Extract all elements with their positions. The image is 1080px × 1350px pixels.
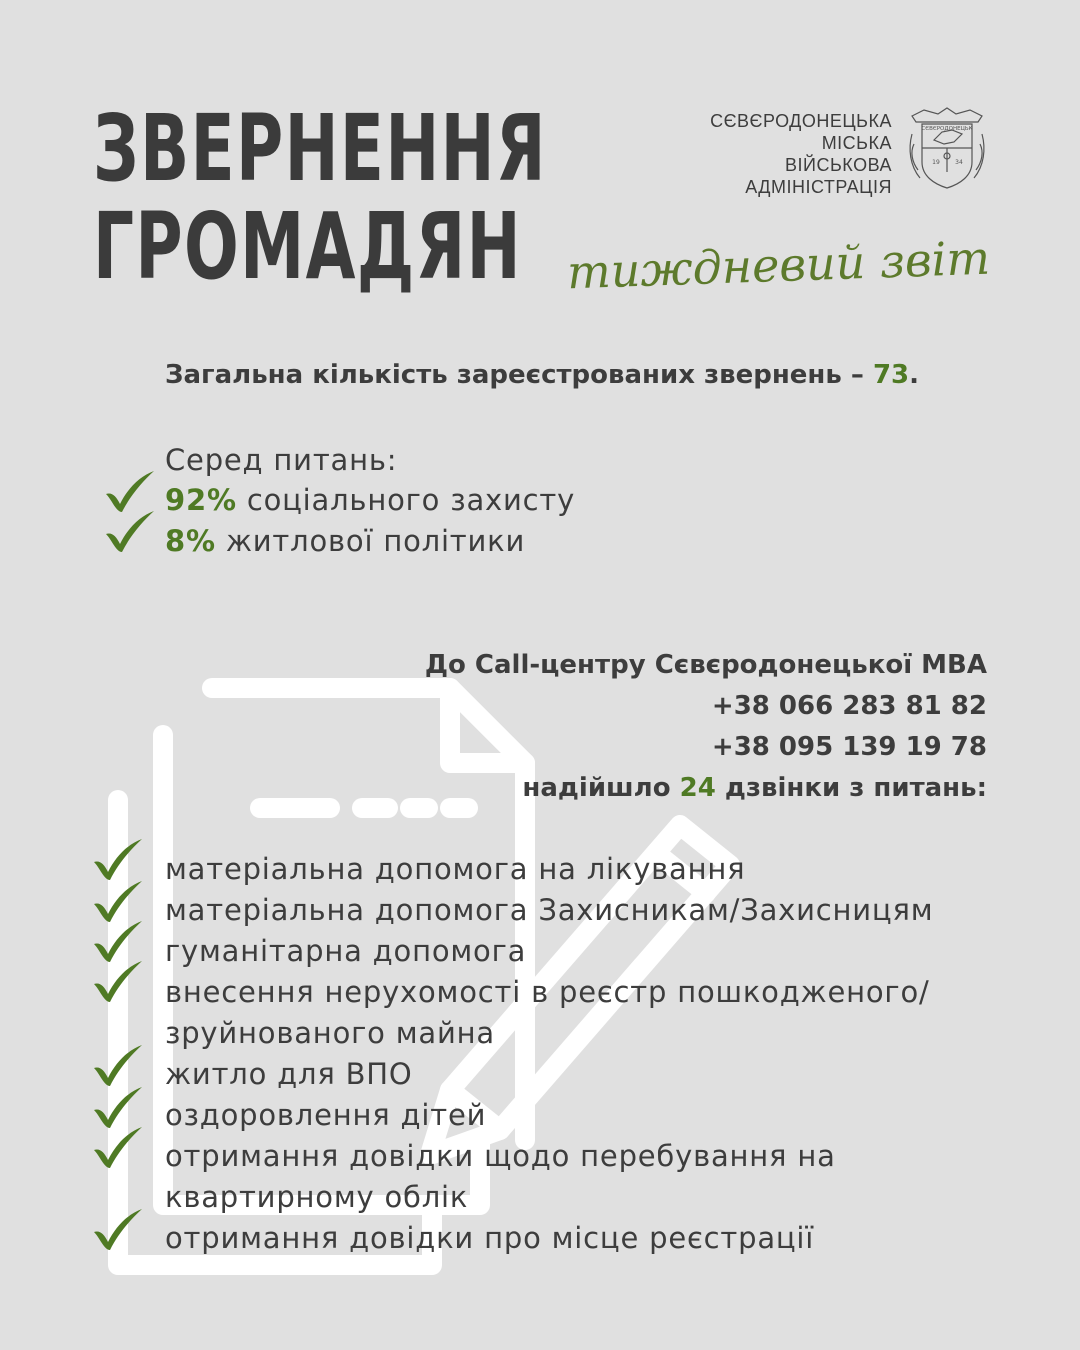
topic-percent: 8% bbox=[165, 524, 216, 558]
call-topic-item: гуманітарна допомога bbox=[165, 934, 527, 968]
org-line-4: АДМІНІСТРАЦІЯ bbox=[745, 177, 892, 197]
checkmark-icon bbox=[104, 470, 156, 514]
total-label: Загальна кількість зареєстрованих звернень – bbox=[165, 360, 873, 390]
topic-percent: 92% bbox=[165, 483, 237, 517]
topic-item bbox=[165, 480, 575, 521]
emblem-label: СЄВЄРОДОНЕЦЬК bbox=[921, 126, 973, 132]
checkmark-icon bbox=[92, 960, 144, 1004]
checkmark-icon bbox=[104, 510, 156, 554]
topic-label: житлової політики bbox=[215, 524, 526, 558]
call-topic-item: матеріальна допомога на лікування bbox=[165, 852, 746, 886]
call-topic-item: житло для ВПО bbox=[165, 1057, 413, 1091]
call-center-heading: До Call-центру Сєвєродонецької МВА bbox=[424, 650, 987, 680]
calls-count-line bbox=[425, 768, 987, 809]
calls-count: 24 bbox=[679, 773, 716, 803]
org-line-3: ВІЙСЬКОВА bbox=[785, 155, 892, 175]
call-topic-item: отримання довідки щодо перебування на bbox=[165, 1139, 836, 1173]
topics-heading: Серед питань: bbox=[165, 443, 398, 477]
topic-label: соціального захисту bbox=[236, 483, 576, 517]
call-topic-item: отримання довідки про місце реєстрації bbox=[165, 1221, 815, 1255]
title-line-2: ГРОМАДЯН bbox=[93, 193, 522, 300]
checkmark-icon bbox=[92, 1126, 144, 1170]
checkmark-icon bbox=[92, 920, 144, 964]
emblem-year-right: 34 bbox=[955, 159, 963, 166]
checkmark-icon bbox=[92, 880, 144, 924]
org-line-1: СЄВЄРОДОНЕЦЬКА bbox=[710, 111, 892, 131]
call-topic-item: зруйнованого майна bbox=[165, 1016, 495, 1050]
call-topic-item: матеріальна допомога Захисникам/Захисницям bbox=[165, 893, 934, 927]
call-topic-item: квартирному облік bbox=[165, 1180, 469, 1214]
phone-number: +38 095 139 19 78 bbox=[711, 732, 987, 762]
call-topic-item: оздоровлення дітей bbox=[165, 1098, 487, 1132]
calls-suffix: дзвінки з питань: bbox=[715, 773, 987, 803]
total-count: 73 bbox=[872, 360, 910, 390]
org-line-2: МІСЬКА bbox=[821, 133, 892, 153]
checkmark-icon bbox=[92, 838, 144, 882]
page-title bbox=[93, 95, 547, 300]
total-suffix: . bbox=[909, 360, 920, 390]
checkmark-icon bbox=[92, 1208, 144, 1252]
total-appeals bbox=[165, 360, 919, 390]
weekly-report-subtitle: тиждневий звіт bbox=[566, 230, 991, 300]
call-center-block bbox=[425, 645, 987, 809]
organization-name bbox=[710, 110, 892, 198]
calls-prefix: надійшло bbox=[522, 773, 680, 803]
city-coat-of-arms-icon bbox=[906, 104, 988, 190]
topic-item bbox=[165, 521, 525, 562]
checkmark-icon bbox=[92, 1044, 144, 1088]
emblem-year-left: 19 bbox=[932, 159, 940, 166]
phone-number: +38 066 283 81 82 bbox=[711, 691, 987, 721]
title-line-1: ЗВЕРНЕННЯ bbox=[93, 95, 547, 202]
checkmark-icon bbox=[92, 1086, 144, 1130]
call-topic-item: внесення нерухомості в реєстр пошкодженого/ bbox=[165, 975, 930, 1009]
